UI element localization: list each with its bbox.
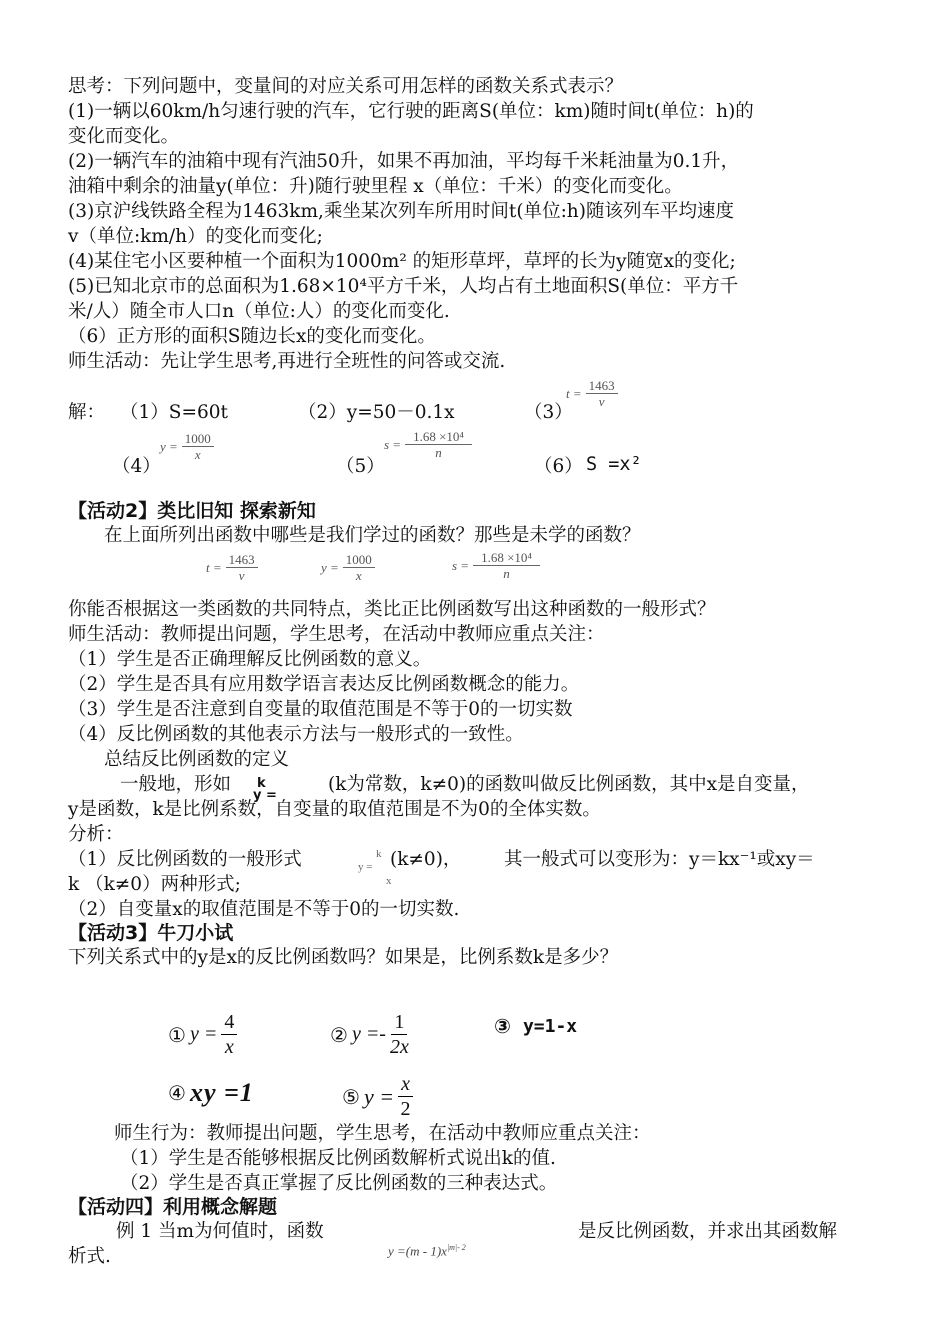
definition-line-1a: 一般地，形如 [120,774,232,795]
activity-2-teacher: 师生活动：教师提出问题，学生思考，在活动中教师应重点关注： [68,624,605,645]
activity-3-question: 下列关系式中的y是x的反比例函数吗？如果是，比例系数k是多少？ [68,947,619,968]
example-1-part-1: 例 1 当m为何值时，函数 [116,1221,324,1242]
exercise-1 [168,1010,237,1059]
act2-formula-t-num: 1463 [226,552,258,568]
act2-formula-y [321,552,375,583]
definition-title: 总结反比例函数的定义 [104,749,290,770]
example-1-part-3: 析式. [68,1246,111,1267]
exercise-5-mark: ⑤ [342,1084,360,1109]
exercise-2-mark: ② [330,1022,348,1047]
exercise-1-mark: ① [168,1022,186,1047]
example-1-formula [388,1243,466,1259]
think-activity: 师生活动：先让学生思考,再进行全班性的问答或交流. [68,351,506,372]
act2-formula-s [452,550,540,581]
activity-2-question: 在上面所列出函数中哪些是我们学过的函数？那些是未学的函数？ [104,525,641,546]
definition-formula-y: y = [253,788,277,803]
exercise-3-formula: y=1-x [522,1015,578,1037]
exercise-5-den: 2 [400,1098,411,1120]
definition-line-2: y是函数，k是比例系数，自变量的取值范围是不为0的全体实数。 [68,799,601,820]
exercise-4-mark: ④ [168,1081,186,1105]
question-5-line-1: (5)已知北京市的总面积为1.68×10⁴平方千米，人均占有土地面积S(单位：平方千 [68,276,739,297]
question-4: (4)某住宅小区要种植一个面积为1000m² 的矩形草坪，草坪的长为y随宽x的变化; [68,251,736,272]
activity-2-title: 【活动2】类比旧知 探索新知 [68,500,316,522]
exercise-4-formula: xy =1 [189,1078,254,1107]
act2-formula-t-den: v [238,568,245,583]
solution-5-label: （5） [336,456,385,477]
exercise-2-lhs: y =- [351,1023,386,1045]
analysis-1-condition: (k≠0)， [390,849,462,870]
solution-6-label: （6） [534,456,583,477]
act2-formula-t-lhs: t = [206,559,222,575]
question-6: （6）正方形的面积S随边长x的变化而变化。 [68,326,436,347]
activity-4-title: 【活动四】利用概念解题 [68,1196,278,1218]
act2-formula-s-den: n [503,566,510,581]
analysis-2: （2）自变量x的取值范围是不等于0的一切实数. [68,899,460,920]
solution-label: 解： [68,402,106,423]
analysis-formula-k: k [376,848,382,860]
formula-y-lhs: y = [160,438,178,454]
act2-formula-y-num: 1000 [343,552,375,568]
analysis-1c: k （k≠0）两种形式; [68,874,241,895]
exercise-5 [342,1072,413,1121]
question-2-line-1: (2)一辆汽车的油箱中现有汽油50升，如果不再加油，平均每千米耗油量为0.1升， [68,151,740,172]
question-2-line-2: 油箱中剩余的油量y(单位：升)随行驶里程 x（单位：千米）的变化而变化。 [68,176,683,197]
example-1-formula-exponent: |m|- 2 [446,1243,466,1252]
act2-formula-t [206,552,258,583]
formula-t-den: v [598,394,605,409]
activity-2-prompt: 你能否根据这一类函数的共同特点，类比正比例函数写出这种函数的一般形式？ [68,599,716,620]
formula-y-num: 1000 [182,431,214,447]
formula-y [160,431,214,462]
question-3-line-2: v（单位:km/h）的变化而变化; [68,226,323,247]
formula-y-den: x [194,447,201,462]
solution-6: S =x² [586,454,642,475]
formula-s-den: n [435,445,442,460]
exercise-3 [494,1014,577,1038]
exercise-3-mark: ③ [494,1014,511,1038]
analysis-label: 分析： [68,824,124,845]
exercise-1-num: 4 [221,1010,237,1035]
activity-2-focus-3: （3）学生是否注意到自变量的取值范围是不等于0的一切实数 [68,699,573,720]
exercise-2-num: 1 [391,1010,407,1035]
activity-2-focus-4: （4）反比例函数的其他表示方法与一般形式的一致性。 [68,724,524,745]
exercise-5-lhs: y = [363,1083,395,1109]
exercise-1-den: x [224,1036,234,1058]
question-1-line-2: 变化而变化。 [68,126,180,147]
activity-3-title: 【活动3】牛刀小试 [68,922,234,944]
formula-t-num: 1463 [586,378,618,394]
analysis-1b: 其一般式可以变形为：y＝kx⁻¹或xy＝ [504,849,815,870]
exercise-2 [330,1010,409,1059]
formula-t-lhs: t = [566,385,582,401]
exercise-2-den: 2x [389,1036,409,1058]
solution-1: （1）S=60t [120,402,228,423]
think-intro: 思考：下列问题中，变量间的对应关系可用怎样的函数关系式表示？ [68,76,624,97]
activity-3-focus-1: （1）学生是否能够根据反比例函数解析式说出k的值. [120,1148,556,1169]
solution-3-label: （3） [524,402,573,423]
definition-formula-k: k [257,776,266,791]
solution-2: （2）y=50－0.1x [298,402,455,423]
solution-4-label: （4） [112,456,161,477]
question-3-line-1: (3)京沪线铁路全程为1463km,乘坐某次列车所用时间t(单位:h)随该列车平均速度 [68,201,734,222]
analysis-1a: （1）反比例函数的一般形式 [68,849,302,870]
exercise-4 [168,1078,254,1108]
act2-formula-y-lhs: y = [321,559,339,575]
question-1-line-1: (1)一辆以60km/h匀速行驶的汽车，它行驶的距离S(单位：km)随时间t(单位：h)的 [68,101,754,122]
exercise-1-lhs: y = [189,1023,218,1045]
activity-2-focus-1: （1）学生是否正确理解反比例函数的意义。 [68,649,432,670]
analysis-formula-y: y = [358,861,373,873]
exercise-5-num: x [398,1072,413,1097]
formula-s [384,429,472,460]
activity-2-focus-2: （2）学生是否具有应用数学语言表达反比例函数概念的能力。 [68,674,580,695]
activity-3-focus-2: （2）学生是否真正掌握了反比例函数的三种表达式。 [120,1173,558,1194]
analysis-formula-x: x [386,875,392,887]
definition-line-1b: (k为常数，k≠0)的函数叫做反比例函数，其中x是自变量， [328,774,810,795]
example-1-part-2: 是反比例函数，并求出其函数解 [578,1221,838,1242]
act2-formula-s-lhs: s = [452,557,470,573]
formula-t [566,378,618,409]
formula-s-lhs: s = [384,436,402,452]
formula-s-num: 1.68 ×10⁴ [405,429,472,445]
question-5-line-2: 米/人）随全市人口n（单位:人）的变化而变化. [68,301,450,322]
example-1-formula-base: y =(m - 1)x [388,1243,447,1259]
act2-formula-y-den: x [355,568,362,583]
activity-3-teacher: 师生行为：教师提出问题，学生思考，在活动中教师应重点关注： [114,1123,651,1144]
act2-formula-s-num: 1.68 ×10⁴ [473,550,540,566]
